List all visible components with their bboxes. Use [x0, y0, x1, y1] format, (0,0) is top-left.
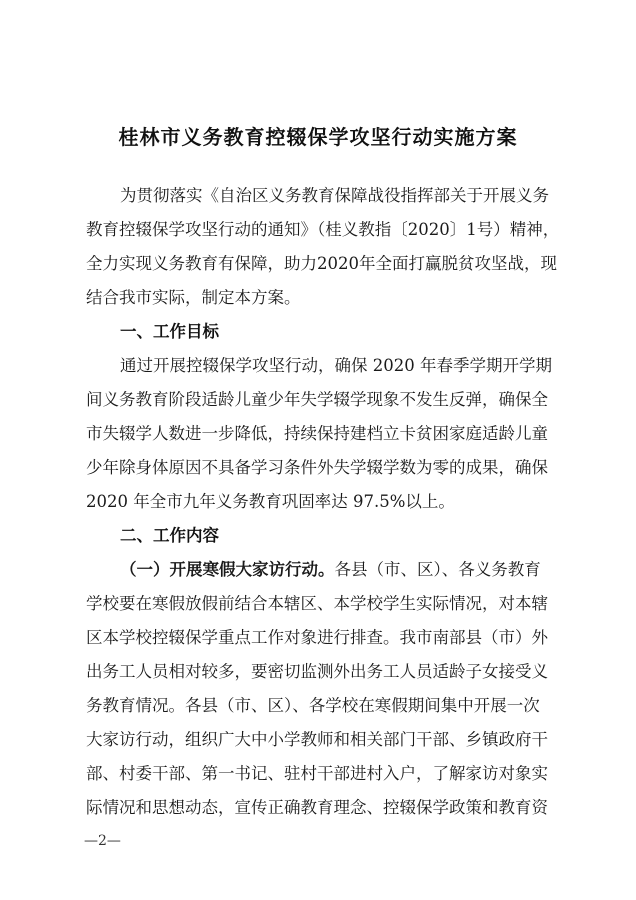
section-2-line-2: 区本学校控辍保学重点工作对象进行排查。我市南部县（市）外	[86, 628, 548, 647]
section-1-line-1: 通过开展控辍保学攻坚行动，确保 2020 年春季学期开学期	[120, 356, 552, 375]
section-1-line-2: 间义务教育阶段适龄儿童少年失学辍学现象不发生反弹，确保全	[86, 390, 548, 409]
intro-line-1: 为贯彻落实《自治区义务教育保障战役指挥部关于开展义务	[120, 186, 549, 205]
section-2-line-6: 部、村委干部、第一书记、驻村干部进村入户，了解家访对象实	[86, 764, 548, 783]
intro-line-4: 结合我市实际，制定本方案。	[86, 288, 301, 307]
section-2-first-line	[120, 559, 541, 581]
section-1-line-5: 2020 年全市九年义务教育巩固率达 97.5%以上。	[86, 492, 455, 511]
section-2-line-4: 务教育情况。各县（市、区）、各学校在寒假期间集中开展一次	[86, 696, 540, 715]
section-2-first-line-text: 各县（市、区）、各义务教育	[334, 560, 541, 579]
intro-line-3: 全力实现义务教育有保障，助力2020年全面打赢脱贫攻坚战，现	[86, 254, 557, 273]
page-number: —2—	[84, 833, 121, 849]
section-2-line-5: 大家访行动，组织广大中小学教师和相关部门干部、乡镇政府干	[86, 730, 548, 749]
section-2-line-1: 学校要在寒假放假前结合本辖区、本学校学生实际情况，对本辖	[86, 594, 548, 613]
section-2-heading: 二、工作内容	[120, 526, 219, 545]
section-2-line-7: 际情况和思想动态，宣传正确教育理念、控辍保学政策和教育资	[86, 798, 548, 817]
document-title: 桂林市义务教育控辍保学攻坚行动实施方案	[118, 125, 518, 149]
section-1-heading: 一、工作目标	[120, 322, 219, 341]
section-1-line-4: 少年除身体原因不具备学习条件外失学辍学数为零的成果，确保	[86, 458, 548, 477]
section-2-subheading: （一）开展寒假大家访行动。	[120, 560, 335, 579]
intro-line-2: 教育控辍保学攻坚行动的通知》（桂义教指〔2020〕1号）精神，	[86, 220, 560, 239]
section-2-line-3: 出务工人员相对较多，要密切监测外出务工人员适龄子女接受义	[86, 662, 548, 681]
section-1-line-3: 市失辍学人数进一步降低，持续保持建档立卡贫困家庭适龄儿童	[86, 424, 548, 443]
